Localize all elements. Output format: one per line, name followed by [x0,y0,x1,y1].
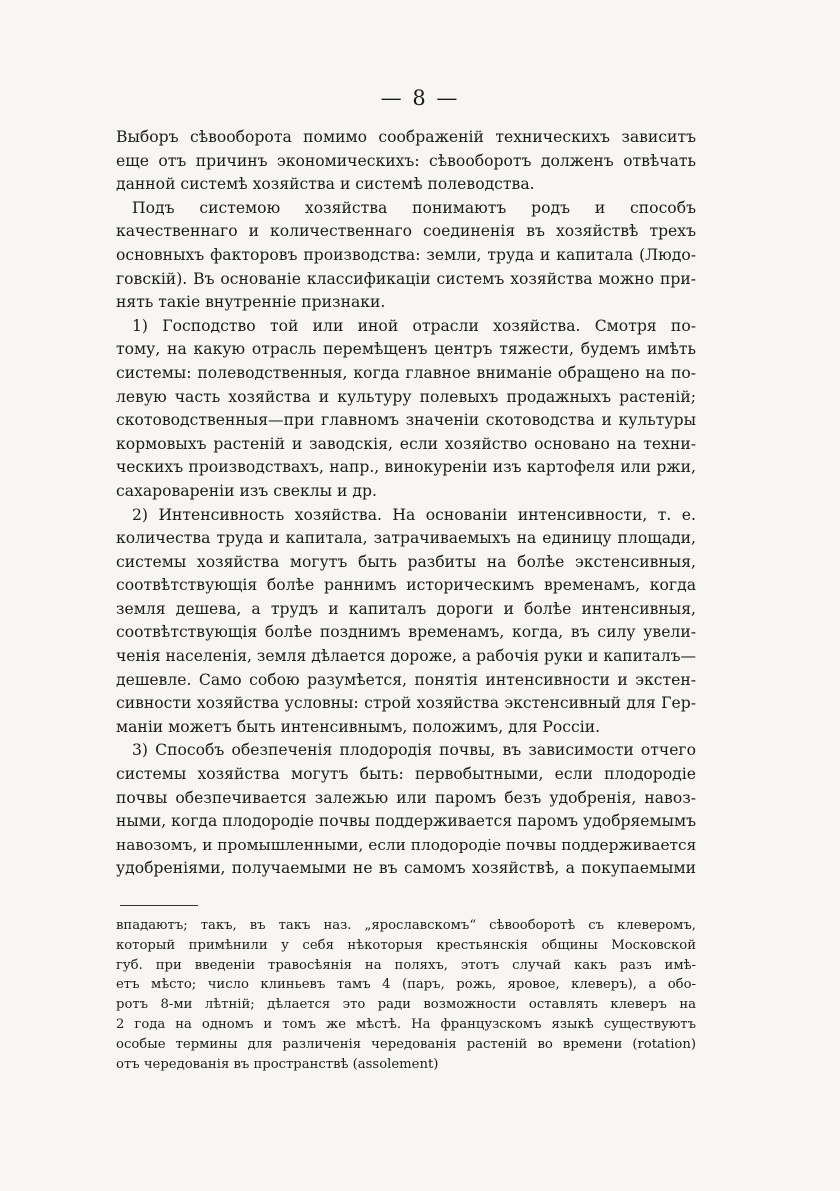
footnote-line: губ. при введенiи травосѣянiя на поляхъ, этотъ случай какъ разъ имѣ- [116,957,696,973]
text-line: системы хозяйства могутъ быть разбиты на болѣе экстенсивныя, [116,552,696,571]
text-line: говскiй). Въ основанiе классификацiи системъ хозяйства можно при- [116,269,696,288]
text-line: основныхъ факторовъ производства: земли, труда и капитала (Людо- [116,245,696,264]
text-line: соотвѣтствующiя болѣе позднимъ временамъ, когда, въ силу увели- [116,623,696,642]
text-line: ческихъ производствахъ, напр., винокуренiи изъ картофеля или ржи, [116,458,696,477]
footnote-line: 2 года на одномъ и томъ же мѣстѣ. На французскомъ языкѣ существуютъ [116,1016,696,1032]
text-line: кормовыхъ растенiй и заводскiя, если хозяйство основано на техни- [116,434,696,453]
text-line: удобренiями, получаемыми не въ самомъ хозяйствѣ, а покупаемыми [116,859,696,878]
text-line: тому, на какую отрасль перемѣщенъ центръ тяжести, будемъ имѣть [116,340,696,359]
text-line: Выборъ сѣвооборота помимо соображенiй техническихъ зависитъ [116,128,696,146]
footnote-divider [120,905,198,906]
text-line: земля дешева, а трудъ и капиталъ дороги и болѣе интенсивныя, [116,599,696,618]
text-line: нять такiе внутреннiе признаки. [116,293,386,312]
text-line: почвы обезпечивается залежью или паромъ безъ удобренiя, навоз- [116,788,696,807]
text-line: манiи можетъ быть интенсивнымъ, положимъ, для Россiи. [116,717,601,736]
text-line: ченiя населенiя, земля дѣлается дороже, а рабочiя руки и капиталъ— [116,647,696,666]
text-line: соотвѣтствующiя болѣе раннимъ историческимъ временамъ, когда [116,576,696,595]
text-line: скотоводственныя—при главномъ значенiи скотоводства и культуры [116,411,696,430]
text-line: левую часть хозяйства и культуру полевыхъ продажныхъ растенiй; [116,387,696,406]
text-line: дешевле. Само собою разумѣется, понятiя интенсивности и экстен- [116,670,696,689]
text-line: качественнаго и количественнаго соединенiя въ хозяйствѣ трехъ [116,222,696,241]
text-line: еще отъ причинъ экономическихъ: сѣвооборотъ долженъ отвѣчать [116,151,696,170]
footnote-line: ротъ 8-ми лѣтнiй; дѣлается это ради возможности оставлять клеверъ на [116,997,696,1013]
text-line: 3) Способъ обезпеченiя плодородiя почвы, въ зависимости отчего [132,741,696,760]
text-line: сивности хозяйства условны: строй хозяйства экстенсивный для Гер- [116,694,696,713]
text-line: 1) Господство той или иной отрасли хозяйства. Смотря по- [132,316,696,335]
footnote-line: особые термины для различенiя чередованiя растенiй во времени (rotation) [116,1036,696,1052]
text-line: системы хозяйства могутъ быть: первобытными, если плодородiе [116,765,696,784]
text-line: Подъ системою хозяйства понимаютъ родъ и способъ [132,198,696,217]
text-line: данной системѣ хозяйства и системѣ полеводства. [116,175,535,194]
footnote [116,916,696,1074]
text-line: сахароваренiи изъ свеклы и др. [116,481,377,500]
text-line: навозомъ, и промышленными, если плодородiе почвы поддерживается [116,835,697,854]
footnote-line: впадаютъ; такъ, въ такъ наз. „ярославскомъ“ сѣвооборотѣ съ клеверомъ, [116,918,696,933]
text-line: ными, когда плодородiе почвы поддерживается паромъ удобряемымъ [116,812,696,831]
footnote-line: который примѣнили у себя нѣкоторыя крестьянскiя общины Московской [116,937,696,953]
page-number: — 8 — [380,86,460,110]
text-line: количества труда и капитала, затрачиваемыхъ на единицу площади, [116,529,696,548]
text-line: системы: полеводственныя, когда главное вниманiе обращено на по- [116,363,696,382]
main-text [116,126,696,881]
footnote-line: отъ чередованiя въ пространствѣ (assolement) [116,1056,439,1072]
footnote-line: етъ мѣсто; число клиньевъ тамъ 4 (паръ, рожь, яровое, клеверъ), а обо- [116,977,696,993]
text-line: 2) Интенсивность хозяйства. На основанiи интенсивности, т. е. [132,505,696,524]
